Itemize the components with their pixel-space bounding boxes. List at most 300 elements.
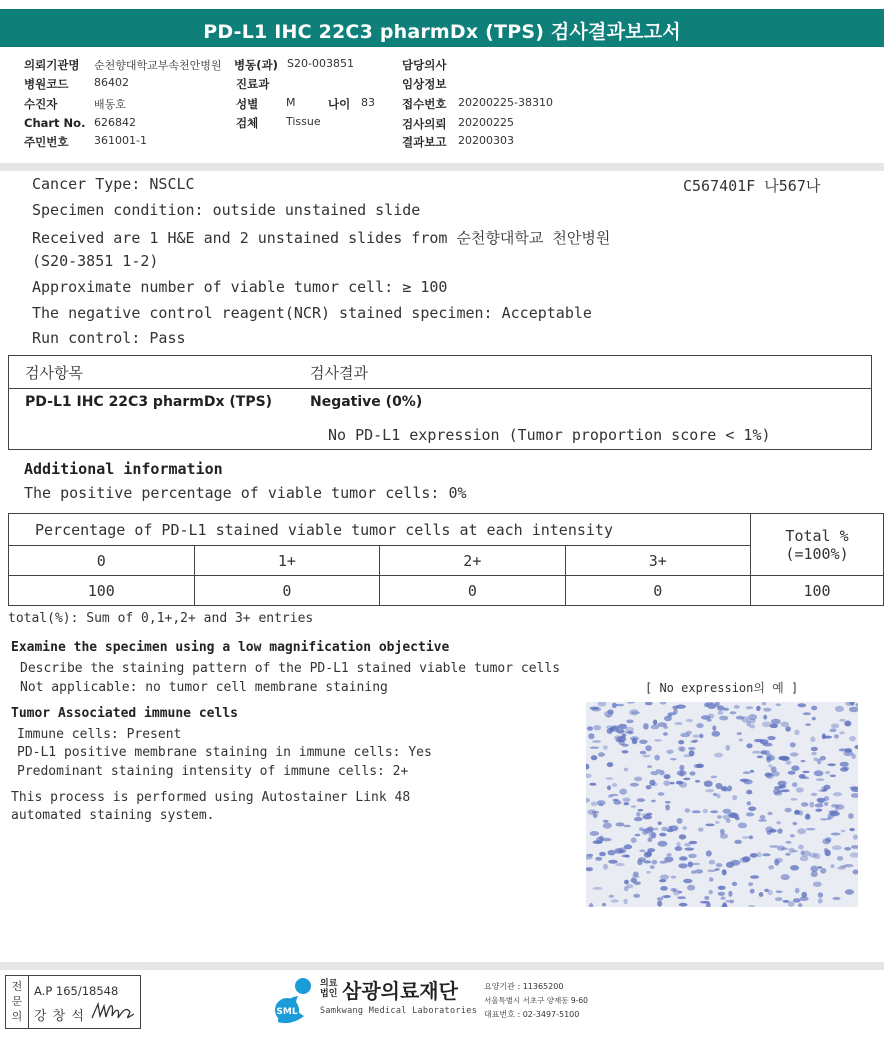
nucleus (818, 892, 823, 897)
nucleus (683, 778, 690, 781)
doctor-signature-icon (90, 998, 136, 1024)
nucleus (738, 823, 747, 829)
nucleus (754, 739, 764, 742)
patient-value: 배동호 (94, 98, 126, 111)
intensity-val-total: 100 (751, 576, 884, 606)
nucleus (759, 892, 764, 897)
nucleus (798, 703, 807, 707)
nucleus (833, 792, 842, 796)
nucleus (626, 884, 633, 888)
nucleus (841, 830, 845, 832)
nucleus (668, 712, 676, 715)
nucleus (588, 733, 594, 739)
nucleus (742, 856, 750, 862)
nucleus (634, 817, 643, 821)
nucleus (746, 706, 754, 709)
nucleus (824, 802, 828, 806)
nucleus (711, 776, 718, 779)
intensity-col-2plus: 2+ (380, 546, 565, 576)
nucleus (763, 715, 767, 720)
nucleus (670, 782, 675, 785)
nucleus (589, 783, 596, 786)
nucleus (776, 703, 781, 706)
total-header-2: (=100%) (785, 544, 849, 563)
nucleus (785, 853, 790, 856)
nucleus (665, 801, 671, 804)
nucleus (719, 716, 728, 721)
nucleus (616, 729, 624, 734)
nucleus (693, 735, 700, 738)
nucleus (709, 860, 716, 865)
nucleus (606, 725, 615, 728)
immune-line-3: Predominant staining intensity of immune cells: 2+ (17, 764, 409, 779)
nucleus (790, 865, 799, 871)
nucleus (713, 793, 717, 796)
specimen-label: 검체 (236, 116, 259, 130)
nucleus (771, 766, 777, 772)
nucleus (758, 819, 767, 822)
nucleus (722, 869, 727, 875)
nucleus (780, 722, 789, 728)
nucleus (743, 771, 751, 774)
nucleus (774, 859, 779, 865)
sex-label: 성별 (236, 97, 259, 111)
intensity-col-0: 0 (9, 546, 195, 576)
nucleus (776, 890, 783, 893)
nucleus (661, 895, 670, 898)
exam-line-1: Describe the staining pattern of the PD-L1 stained viable tumor cells (20, 661, 561, 676)
result-col-item: 검사항목 (25, 364, 83, 382)
nucleus (680, 733, 690, 737)
nucleus (830, 775, 836, 778)
nucleus (638, 809, 644, 811)
nucleus (647, 826, 654, 831)
nucleus (631, 805, 636, 808)
nucleus (718, 711, 724, 715)
nucleus (615, 863, 624, 866)
nucleus (684, 843, 691, 847)
immune-heading: Tumor Associated immune cells (11, 706, 238, 721)
nucleus (599, 803, 604, 806)
nucleus (810, 736, 815, 742)
nucleus (704, 781, 713, 787)
nucleus (768, 890, 773, 895)
report-date-value: 20200303 (458, 134, 514, 147)
nucleus (742, 836, 749, 839)
nucleus (834, 734, 839, 738)
nucleus (675, 846, 683, 851)
nucleus (762, 853, 770, 856)
nucleus (658, 792, 665, 796)
total-header-1: Total % (785, 526, 849, 545)
nucleus (850, 786, 858, 789)
nucleus (840, 762, 849, 767)
nucleus (811, 793, 818, 796)
foundation-prefix-1: 의료 (320, 979, 338, 989)
nucleus (792, 782, 798, 787)
foundation-address: 서울특별시 서초구 양재동 9-60 (484, 996, 588, 1005)
clinical-info-label: 임상정보 (402, 77, 447, 91)
nucleus (685, 808, 691, 812)
nucleus (669, 825, 678, 831)
nucleus (844, 721, 851, 727)
nucleus (707, 719, 712, 722)
nucleus (712, 725, 716, 731)
nucleus (623, 899, 627, 905)
sml-logo-icon (272, 976, 318, 1024)
nucleus (598, 752, 605, 757)
request-value: 20200225 (458, 116, 514, 129)
clinic-label: 진료과 (236, 77, 270, 91)
nucleus (678, 740, 684, 744)
nucleus (646, 871, 651, 874)
nucleus (623, 855, 628, 858)
nucleus (830, 864, 834, 868)
nucleus (607, 785, 611, 790)
nucleus (708, 714, 714, 719)
specimen-value: Tissue (286, 115, 321, 128)
exam-heading: Examine the specimen using a low magnification objective (11, 640, 450, 655)
nucleus (789, 848, 795, 853)
doctor-label: 담당의사 (402, 58, 447, 72)
nucleus (639, 740, 648, 744)
additional-heading: Additional information (24, 460, 223, 478)
nucleus (619, 789, 627, 795)
nucleus (817, 758, 822, 764)
nucleus (700, 901, 710, 904)
foundation-name: 삼광의료재단 (342, 979, 458, 1003)
nucleus (679, 856, 688, 860)
nucleus (622, 750, 629, 753)
nucleus (802, 777, 809, 779)
nucleus (811, 752, 817, 756)
nucleus (647, 848, 655, 852)
nucleus (811, 706, 817, 711)
nucleus (599, 852, 606, 857)
nucleus (736, 716, 744, 720)
nucleus (818, 898, 823, 903)
nucleus (732, 795, 737, 800)
nucleus (630, 736, 639, 740)
nucleus (777, 828, 782, 833)
nucleus (748, 882, 753, 886)
report-title-bar (0, 9, 884, 47)
nucleus (790, 742, 796, 747)
nucleus (603, 745, 608, 749)
nucleus (688, 854, 697, 858)
nucleus (748, 714, 757, 720)
dept-value: S20-003851 (287, 57, 354, 70)
nucleus (590, 831, 599, 836)
nucleus (832, 897, 840, 900)
nucleus (710, 810, 718, 813)
nucleus (840, 767, 848, 772)
nucleus (781, 874, 790, 880)
nucleus (746, 812, 754, 816)
nucleus (806, 828, 816, 831)
nucleus (714, 753, 723, 758)
nucleus (592, 887, 602, 890)
nucleus (603, 823, 612, 829)
nucleus (792, 822, 797, 825)
nucleus (712, 731, 721, 737)
accession-label: 접수번호 (402, 97, 447, 111)
specimen-condition: Specimen condition: outside unstained slide (32, 201, 421, 219)
nucleus (767, 831, 772, 835)
signature-box (5, 975, 141, 1029)
nucleus (848, 813, 854, 819)
nucleus (631, 837, 637, 843)
nucleus (593, 725, 601, 730)
nucleus (785, 841, 791, 844)
nucleus (750, 853, 758, 858)
intensity-val-3plus: 0 (565, 576, 750, 606)
viable-cells: Approximate number of viable tumor cell: ≥ 100 (32, 278, 448, 296)
intensity-table (8, 513, 884, 606)
nucleus (709, 877, 714, 881)
nucleus (636, 812, 641, 817)
nucleus (593, 813, 598, 818)
nucleus (642, 829, 648, 835)
nucleus (653, 720, 657, 726)
nucleus (687, 885, 695, 891)
nucleus (781, 789, 790, 792)
nucleus (611, 899, 619, 902)
nucleus (762, 721, 772, 727)
nucleus (653, 828, 658, 831)
result-item: PD-L1 IHC 22C3 pharmDx (TPS) (25, 394, 273, 410)
nucleus (586, 854, 593, 857)
nucleus (606, 777, 613, 779)
nucleus (663, 732, 668, 736)
received-ref: (S20-3851 1-2) (32, 252, 159, 270)
nucleus (624, 880, 629, 885)
nucleus (609, 895, 614, 898)
result-col-result: 검사결과 (310, 364, 368, 382)
nucleus (674, 722, 682, 725)
stain-example-image (586, 702, 858, 907)
nucleus (839, 719, 845, 722)
nucleus (830, 729, 837, 733)
report-date-label: 결과보고 (402, 135, 447, 149)
nucleus (608, 795, 613, 798)
chart-label: Chart No. (24, 116, 86, 130)
intensity-col-3plus: 3+ (565, 546, 750, 576)
nucleus (652, 860, 658, 865)
nucleus (774, 786, 783, 790)
nucleus (803, 712, 811, 715)
nucleus (810, 866, 818, 872)
nucleus (791, 765, 799, 771)
nucleus (677, 818, 683, 824)
foundation-english: Samkwang Medical Laboratories (320, 1006, 478, 1016)
nucleus (604, 711, 613, 717)
nucleus (801, 802, 808, 806)
nucleus (616, 822, 625, 826)
nucleus (686, 719, 693, 722)
nucleus (664, 774, 671, 779)
nucleus (683, 754, 693, 757)
nucleus (791, 798, 798, 801)
nucleus (667, 853, 672, 856)
nucleus (768, 764, 772, 767)
nucleus (683, 879, 692, 884)
signature-box-divider (28, 976, 29, 1028)
immune-line-2: PD-L1 positive membrane staining in immune cells: Yes (17, 745, 432, 760)
nucleus (643, 815, 652, 820)
nucleus (596, 857, 602, 859)
hospital-code-value: 86402 (94, 76, 129, 89)
nucleus (752, 751, 761, 754)
nucleus (815, 809, 822, 812)
nucleus (802, 771, 809, 773)
nucleus (663, 780, 670, 786)
nucleus (768, 865, 774, 869)
nucleus (794, 730, 799, 736)
nucleus (717, 794, 721, 799)
doctor-name: 강 창 석 (34, 1009, 85, 1024)
nucleus (684, 848, 694, 851)
nucleus (612, 703, 617, 708)
nucleus (679, 903, 688, 907)
nucleus (707, 870, 716, 873)
result-table (8, 355, 872, 450)
nucleus (692, 810, 701, 813)
nucleus (677, 770, 687, 776)
nucleus (664, 856, 673, 862)
nucleus (634, 881, 641, 885)
nucleus (767, 812, 772, 815)
nucleus (820, 818, 827, 820)
nucleus (591, 707, 601, 711)
nucleus (679, 765, 684, 771)
nucleus (637, 798, 646, 802)
nucleus (763, 708, 771, 712)
nucleus (844, 864, 854, 867)
chart-value: 626842 (94, 116, 136, 129)
nucleus (805, 813, 810, 818)
nucleus (795, 888, 800, 894)
nucleus (639, 850, 645, 853)
nucleus (704, 896, 709, 900)
request-label: 검사의뢰 (402, 117, 447, 131)
nucleus (822, 838, 830, 844)
nucleus (630, 783, 639, 787)
nucleus (624, 802, 630, 805)
nucleus (785, 726, 791, 731)
nucleus (720, 833, 728, 838)
nucleus (626, 720, 634, 724)
nucleus (657, 722, 667, 727)
nucleus (650, 865, 655, 869)
nucleus (743, 779, 752, 784)
nucleus (823, 736, 832, 739)
nucleus (849, 828, 854, 831)
nucleus (730, 900, 734, 904)
nucleus (633, 894, 640, 898)
nucleus (763, 743, 773, 747)
nucleus (825, 850, 831, 856)
nucleus (614, 848, 623, 854)
intensity-val-2plus: 0 (380, 576, 565, 606)
intensity-col-1plus: 1+ (194, 546, 379, 576)
nucleus (749, 835, 754, 839)
nucleus (632, 875, 640, 878)
nucleus (624, 731, 630, 734)
nucleus (766, 773, 773, 779)
nucleus (592, 811, 600, 814)
nucleus (845, 889, 854, 894)
nucleus (602, 903, 606, 906)
nucleus (734, 840, 742, 844)
nucleus (672, 706, 679, 710)
nucleus (603, 820, 609, 823)
nucleus (844, 847, 851, 851)
intensity-val-1plus: 0 (194, 576, 379, 606)
nucleus (703, 809, 708, 813)
ncr-result: The negative control reagent(NCR) stained specimen: Acceptable (32, 304, 592, 322)
nucleus (775, 897, 783, 901)
nucleus (747, 801, 752, 805)
report-title: PD-L1 IHC 22C3 pharmDx (TPS) 검사결과보고서 (203, 21, 681, 43)
nucleus (716, 863, 723, 867)
age-value: 83 (361, 96, 375, 109)
resident-value: 361001-1 (94, 134, 147, 147)
nucleus (678, 746, 684, 751)
nucleus (837, 856, 843, 861)
nucleus (654, 755, 660, 761)
nucleus (757, 756, 763, 759)
nucleus (613, 800, 621, 804)
nucleus (695, 780, 700, 783)
nucleus (769, 845, 779, 848)
nucleus (813, 882, 822, 887)
exam-line-2: Not applicable: no tumor cell membrane staining (20, 680, 388, 695)
nucleus (839, 731, 845, 734)
nucleus (827, 763, 836, 766)
nucleus (730, 711, 737, 714)
nucleus (718, 892, 726, 896)
nucleus (790, 834, 795, 837)
nucleus (603, 864, 608, 870)
nucleus (723, 815, 731, 820)
nucleus (805, 723, 811, 726)
footer-divider (0, 962, 884, 970)
nucleus (809, 802, 814, 808)
nucleus (814, 770, 824, 776)
nucleus (696, 723, 703, 728)
nucleus (800, 856, 809, 861)
age-label: 나이 (328, 97, 351, 111)
nucleus (794, 811, 800, 815)
intensity-val-0: 100 (9, 576, 195, 606)
institution-label: 의뢰기관명 (24, 58, 80, 72)
nucleus (790, 752, 798, 756)
nucleus (690, 771, 696, 775)
nucleus (592, 740, 601, 743)
nucleus (695, 869, 703, 873)
nucleus (715, 821, 720, 824)
nucleus (832, 845, 842, 850)
institution-value: 순천향대학교부속천안병원 (94, 59, 222, 72)
nucleus (666, 750, 673, 755)
nucleus (788, 771, 796, 775)
nucleus (721, 896, 726, 900)
nucleus (665, 804, 670, 810)
intensity-footnote: total(%): Sum of 0,1+,2+ and 3+ entries (8, 611, 314, 626)
specimen-code: C567401F 나567나 (683, 177, 821, 195)
nucleus (748, 807, 756, 812)
